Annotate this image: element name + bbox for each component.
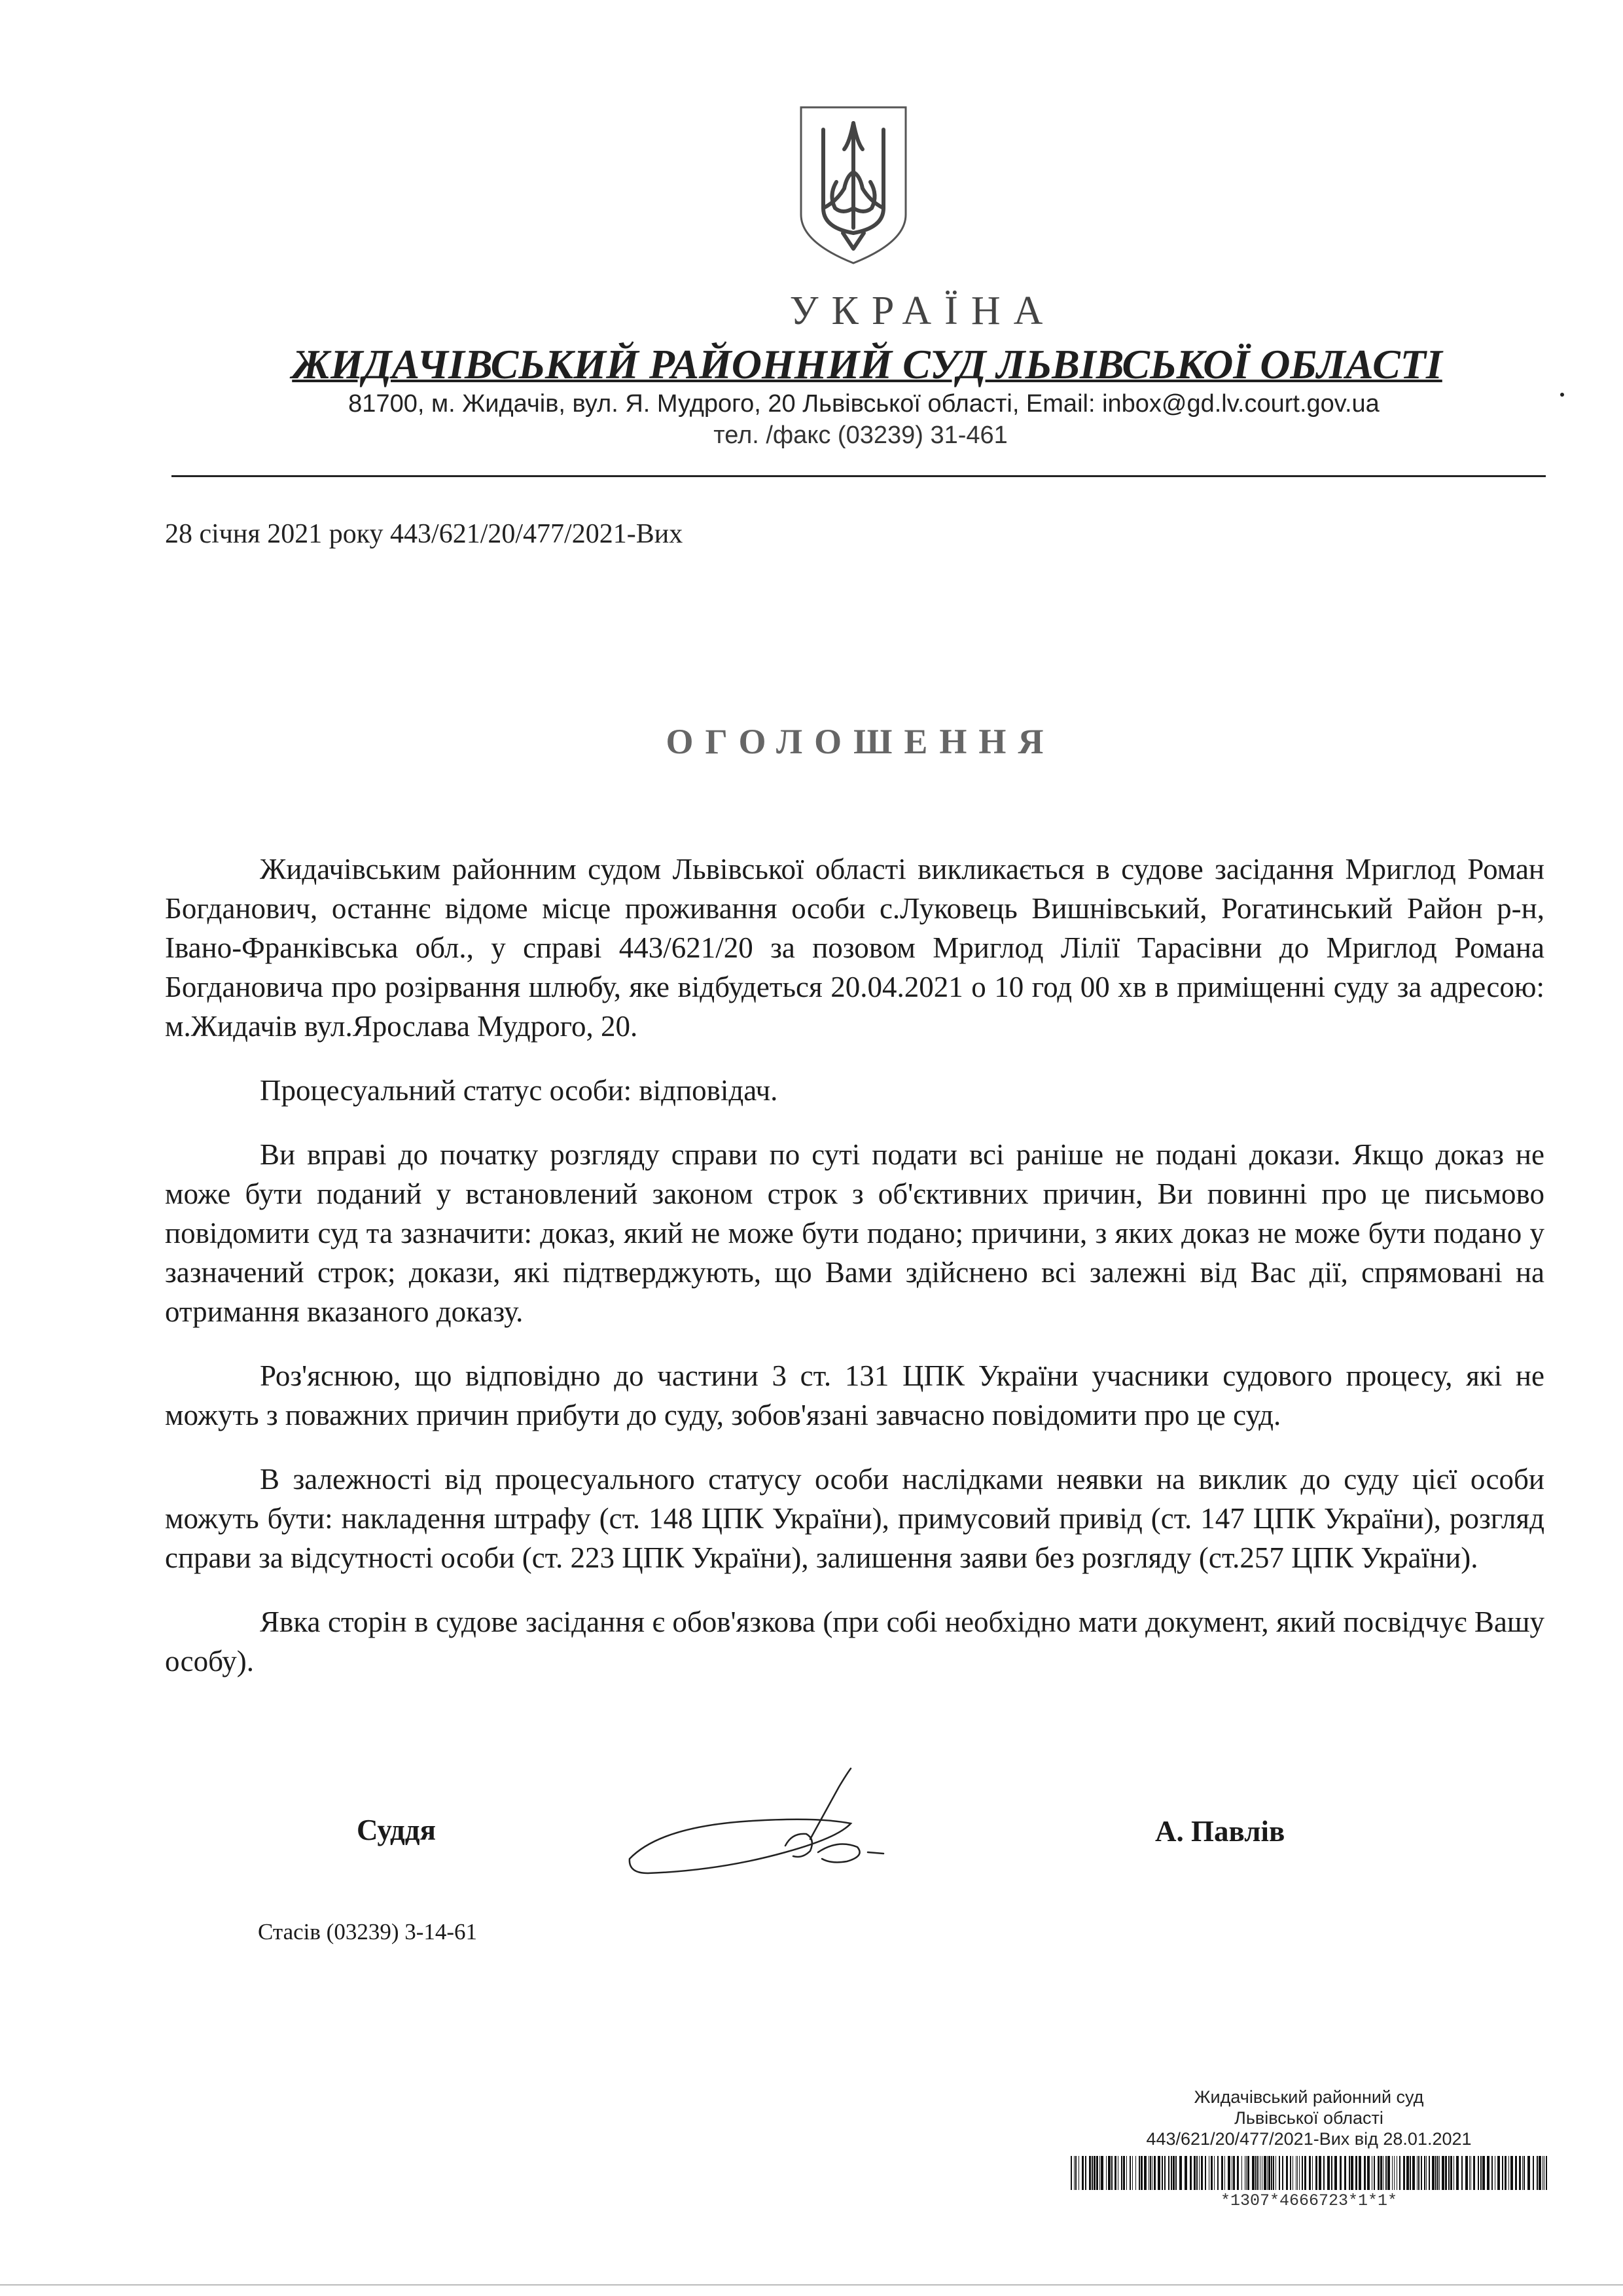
registration-stamp bbox=[1067, 2087, 1551, 2149]
paragraph-evidence: Ви вправі до початку розгляду справи по суті подати всі раніше не подані докази. Якщо доказ не може бути поданий у встановлений законом строк з об'єктивних причин, Ви повинні про це письмово повідомити суд та зазначити: доказ, який не може бути подано; причини, з яких доказ не може бути подано у зазначений строк; докази, які підтверджують, що Вами здійснено всі залежні від Вас дії, спрямовані на отримання вказаного доказу. bbox=[165, 1138, 1544, 1328]
paragraph-consequences: В залежності від процесуального статусу особи наслідками неявки на виклик до суду цієї особи можуть бути: накладення штрафу (ст. 148 ЦПК України), примусовий привід (ст. 147 ЦПК України), розгляд справи за відсутності особи (ст. 223 ЦПК України), залишення заяви без розгляду (ст.257 ЦПК України). bbox=[165, 1463, 1544, 1574]
country-name: УКРАЇНА bbox=[789, 289, 1056, 333]
date-reference: 28 січня 2021 року 443/621/20/477/2021-Вих bbox=[165, 519, 683, 549]
handwritten-signature bbox=[622, 1761, 923, 1885]
paragraph-attendance: Явка сторін в судове засідання є обов'язкова (при собі необхідно мати документ, який посвідчує Вашу особу). bbox=[165, 1605, 1544, 1677]
clerk-contact: Стасів (03239) 3-14-61 bbox=[258, 1919, 478, 1945]
scan-speck bbox=[1560, 393, 1564, 397]
paragraph-explanation: Роз'яснюю, що відповідно до частини 3 ст. 131 ЦПК України учасники судового процесу, які не можуть з поважних причин прибути до суду, зобов'язані завчасно повідомити про це суд. bbox=[165, 1359, 1544, 1431]
stamp-line-region: Львівської області bbox=[1234, 2108, 1383, 2128]
header-divider bbox=[171, 475, 1546, 477]
paragraph-summons: Жидачівським районним судом Львівської області викликається в судове засідання Мриглод Роман Богданович, останнє відоме місце проживання особи с.Луковець Вишнівський, Рогатинський Район р-н, Івано-Франківська обл., у справі 443/621/20 за позовом Мриглод Лілії Тарасівни до Мриглод Романа Богдановича про розірвання шлюбу, яке відбудеться 20.04.2021 о 10 год 00 хв в приміщенні суду за адресою: м.Жидачів вул.Ярослава Мудрого, 20. bbox=[165, 853, 1544, 1043]
stamp-line-court: Жидачівський районний суд bbox=[1194, 2087, 1424, 2107]
barcode bbox=[1071, 2156, 1548, 2190]
stamp-line-number: 443/621/20/477/2021-Вих від 28.01.2021 bbox=[1146, 2129, 1472, 2149]
coat-of-arms-icon bbox=[797, 103, 910, 267]
paragraph-status: Процесуальний статус особи: відповідач. bbox=[260, 1074, 778, 1107]
page-bottom-edge bbox=[0, 2284, 1623, 2286]
document-title: ОГОЛОШЕННЯ bbox=[666, 722, 1056, 761]
court-address: 81700, м. Жидачів, вул. Я. Мудрого, 20 Львівської області, Email: inbox@gd.lv.court.gov.ua bbox=[348, 390, 1380, 418]
document-body bbox=[165, 850, 1544, 1706]
judge-name: А. Павлів bbox=[1155, 1815, 1285, 1848]
judge-role-label: Суддя bbox=[357, 1814, 436, 1846]
court-name: ЖИДАЧІВСЬКИЙ РАЙОННИЙ СУД ЛЬВІВСЬКОЇ ОБЛАСТІ bbox=[292, 341, 1442, 387]
barcode-number: *1307*4666723*1*1* bbox=[1220, 2191, 1398, 2210]
court-phone: тел. /факс (03239) 31-461 bbox=[713, 422, 1008, 449]
